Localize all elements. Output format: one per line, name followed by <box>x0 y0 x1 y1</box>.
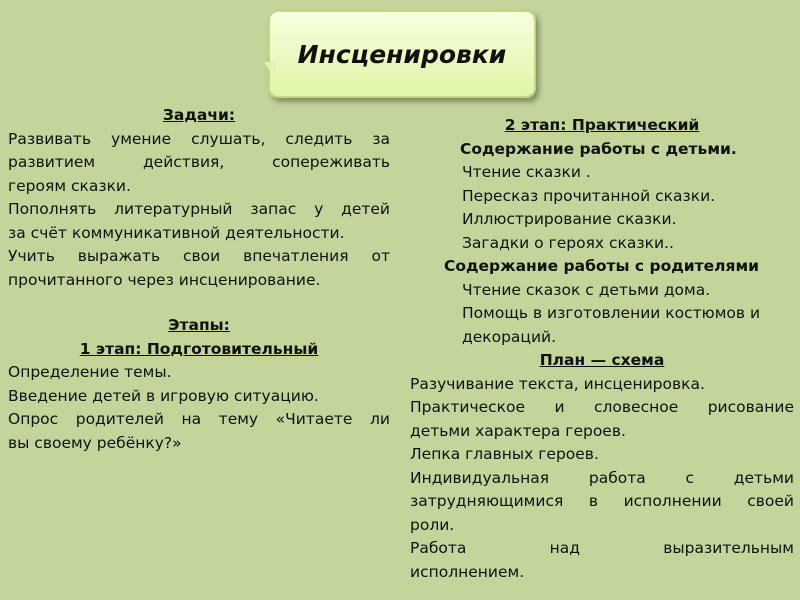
right-column <box>410 114 794 584</box>
plan-item-3: Лепка главных героев. <box>410 445 599 463</box>
stage1-heading: 1 этап: Подготовительный <box>79 339 319 358</box>
children-item-1: Чтение сказки . <box>462 163 591 181</box>
plan-item-5-line-2: исполнением. <box>410 562 525 581</box>
plan-item-4-line-3: роли. <box>410 515 455 534</box>
parents-heading: Содержание работы с родителями <box>444 257 759 275</box>
task-1-line-3: героям сказки. <box>8 176 131 195</box>
plan-item-4-line-1: Индивидуальная работа с детьми <box>410 468 794 487</box>
stage1-item-1: Определение темы. <box>8 363 172 381</box>
callout-tail <box>264 62 276 80</box>
left-column <box>8 104 390 455</box>
tasks-heading: Задачи: <box>162 106 236 124</box>
children-item-3: Иллюстрирование сказки. <box>462 210 677 228</box>
plan-heading: План — схема <box>539 351 665 369</box>
stages-heading: Этапы: <box>168 316 230 334</box>
plan-item-2-line-1: Практическое и словесное рисование <box>410 398 794 416</box>
children-item-4: Загадки о героях сказки.. <box>462 233 674 252</box>
stage1-item-3-line-2: вы своему ребёнку?» <box>8 433 182 452</box>
parents-item-2-line-1: Помощь в изготовлении костюмов и <box>462 304 761 322</box>
plan-item-5-line-1: Работа над выразительным <box>410 539 794 557</box>
task-1-line-2: развитием действия, сопереживать <box>8 153 390 171</box>
task-3-line-1: Учить выражать свои впечатления от <box>8 247 390 265</box>
stage1-item-2: Введение детей в игровую ситуацию. <box>8 386 319 405</box>
stage1-item-3-line-1: Опрос родителей на тему «Читаете ли <box>8 410 390 428</box>
plan-item-4-line-2: затрудняющимися в исполнении своей <box>410 492 794 510</box>
parents-item-2-line-2: декораций. <box>462 327 557 346</box>
task-2-line-1: Пополнять литературный запас у детей <box>8 200 390 218</box>
parents-item-1: Чтение сказок с детьми дома. <box>462 280 711 299</box>
title-callout <box>268 10 536 98</box>
plan-item-1: Разучивание текста, инсценировка. <box>410 374 705 393</box>
page-title: Инсценировки <box>297 39 507 69</box>
task-2-line-2: за счёт коммуникативной деятельности. <box>8 223 345 242</box>
children-item-2: Пересказ прочитанной сказки. <box>462 186 716 205</box>
plan-item-2-line-2: детьми характера героев. <box>410 421 626 440</box>
children-heading: Содержание работы с детьми. <box>460 139 737 158</box>
stage2-heading: 2 этап: Практический <box>504 116 700 134</box>
task-3-line-2: прочитанного через инсценирование. <box>8 270 321 289</box>
task-1-line-1: Развивать умение слушать, следить за <box>8 129 390 148</box>
